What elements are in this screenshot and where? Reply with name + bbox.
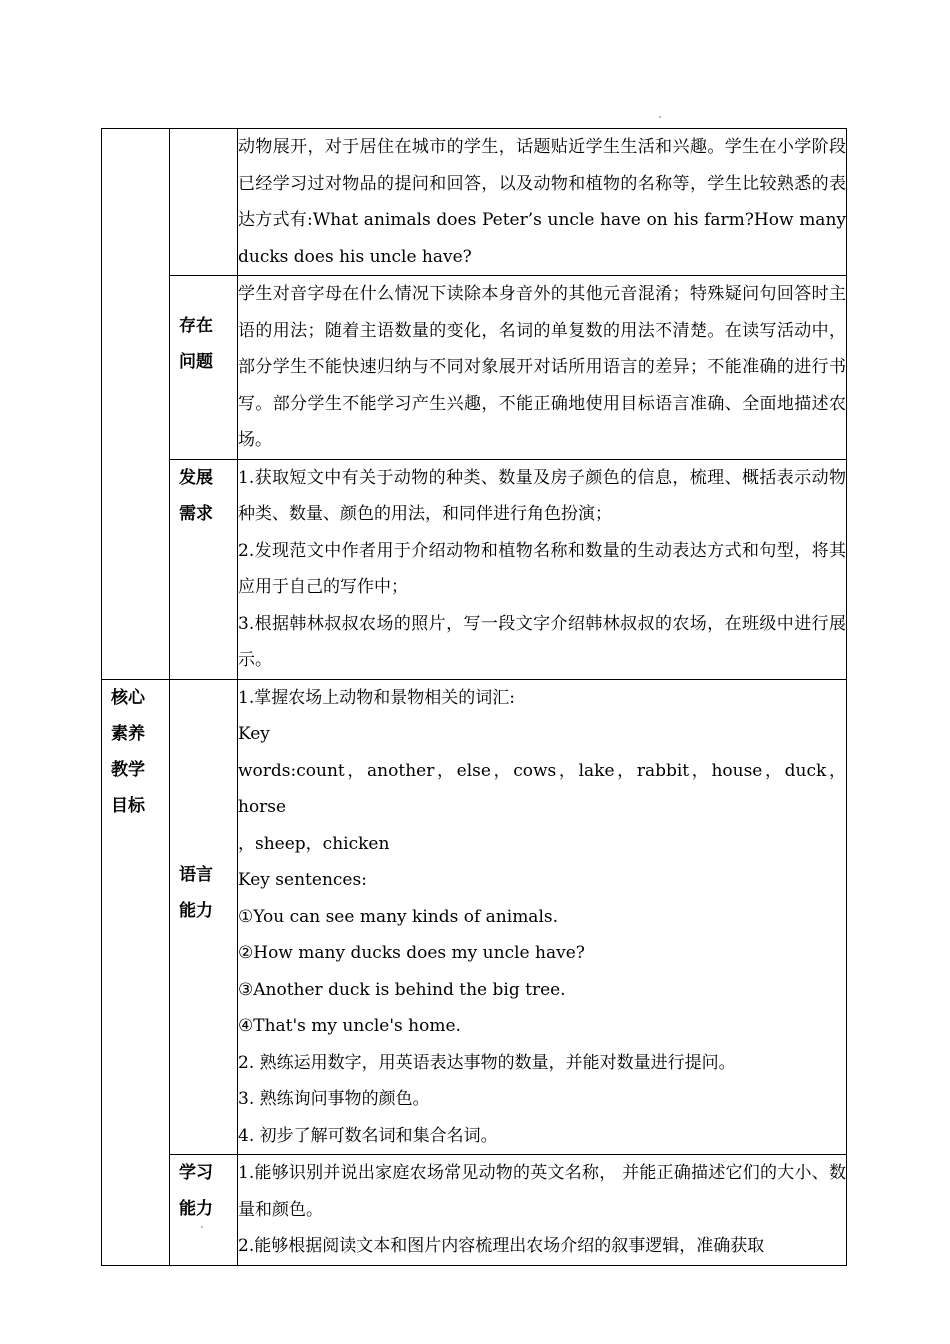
paragraph: 2.能够根据阅读文本和图片内容梳理出农场介绍的叙事逻辑，准确获取 xyxy=(238,1236,765,1256)
lesson-plan-table xyxy=(101,128,847,1266)
outer-label-line: 核心 xyxy=(111,687,145,708)
paragraph: words:count，another，else，cows，lake，rabbit，house，duck，horse xyxy=(238,760,846,817)
paragraph: Key sentences: xyxy=(238,870,367,890)
sublabel-line: 存在 xyxy=(179,316,213,336)
content-cell-learning-ability xyxy=(238,1155,847,1266)
sublabel-cell-existing-problems xyxy=(170,276,238,460)
paragraph: 动物展开，对于居住在城市的学生，话题贴近学生生活和兴趣。学生在小学阶段已经学习过对物品的提问和回答，以及动物和植物的名称等，学生比较熟悉的表达方式有:What animals does Peter’s uncle have on his farm?How many ducks does his uncle have? xyxy=(238,137,846,267)
paragraph: 1.能够识别并说出家庭农场常见动物的英文名称， 并能正确描述它们的大小、数量和颜色。 xyxy=(238,1163,846,1220)
outer-label-line: 素养 xyxy=(111,723,145,744)
sublabel-line: 学习 xyxy=(179,1163,213,1183)
paragraph: 3.根据韩林叔叔农场的照片，写一段文字介绍韩林叔叔的农场，在班级中进行展示。 xyxy=(238,613,846,670)
paragraph: ④That's my uncle's home. xyxy=(238,1016,461,1036)
paragraph: ③Another duck is behind the big tree. xyxy=(238,979,566,1000)
table-row-language-ability xyxy=(102,679,847,1155)
table-row-learning-ability xyxy=(102,1155,847,1266)
paragraph: 3. 熟练询问事物的颜色。 xyxy=(238,1089,430,1109)
paragraph: ，sheep，chicken xyxy=(238,833,390,854)
paragraph: 1.掌握农场上动物和景物相关的词汇: xyxy=(238,687,515,708)
paragraph: Key xyxy=(238,724,270,744)
sublabel-cell-learning-ability xyxy=(170,1155,238,1266)
sublabel-line: 能力 xyxy=(179,1199,213,1219)
paragraph: 4. 初步了解可数名词和集合名词。 xyxy=(238,1125,498,1146)
paragraph: 2.发现范文中作者用于介绍动物和植物名称和数量的生动表达方式和句型，将其应用于自己的写作中； xyxy=(238,540,846,597)
sublabel-cell-language-ability xyxy=(170,679,238,1155)
paragraph: ①You can see many kinds of animals. xyxy=(238,906,559,927)
content-cell-existing-problems xyxy=(238,276,847,460)
sublabel-line: 能力 xyxy=(179,900,213,921)
table-row-existing-problems xyxy=(102,276,847,460)
paragraph: 1.获取短文中有关于动物的种类、数量及房子颜色的信息，梳理、概括表示动物种类、数量、颜色的用法，和同伴进行角色扮演； xyxy=(238,467,846,524)
content-cell-development-needs xyxy=(238,459,847,679)
paragraph: 2. 熟练运用数字，用英语表达事物的数量，并能对数量进行提问。 xyxy=(238,1052,736,1073)
sublabel-line: 语言 xyxy=(179,864,213,885)
table-row-student-background xyxy=(102,129,847,276)
sublabel-cell-empty xyxy=(170,129,238,276)
scan-speck xyxy=(659,116,661,118)
outer-label-line: 教学 xyxy=(111,759,145,780)
outer-label-line: 目标 xyxy=(111,795,145,816)
paragraph: ②How many ducks does my uncle have? xyxy=(238,943,585,963)
table-row-development-needs xyxy=(102,459,847,679)
outer-label-cell-empty xyxy=(102,129,170,680)
content-cell-student-background xyxy=(238,129,847,276)
sublabel-line: 需求 xyxy=(179,503,213,524)
outer-label-cell-core-literacy-goals xyxy=(102,679,170,1265)
paragraph: 学生对音字母在什么情况下读除本身音外的其他元音混淆；特殊疑问句回答时主语的用法；随着主语数量的变化，名词的单复数的用法不清楚。在读写活动中，部分学生不能快速归纳与不同对象展开对话所用语言的差异；不能准确的进行书写。部分学生不能学习产生兴趣，不能正确地使用目标语言准确、全面地描述农场。 xyxy=(238,284,846,450)
sublabel-line: 发展 xyxy=(179,467,213,488)
content-cell-language-ability xyxy=(238,679,847,1155)
sublabel-line: 问题 xyxy=(179,352,213,372)
sublabel-cell-development-needs xyxy=(170,459,238,679)
